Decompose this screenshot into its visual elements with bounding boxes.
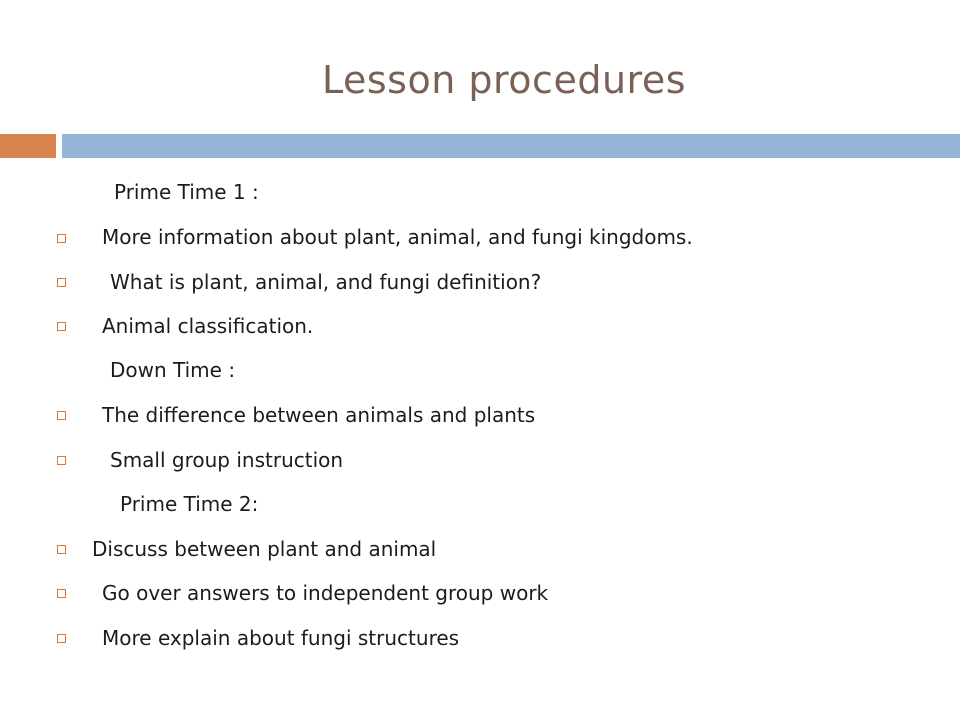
list-item: Small group instruction — [110, 448, 344, 472]
list-item: The difference between animals and plants — [102, 403, 536, 427]
square-bullet-icon — [57, 322, 66, 331]
square-bullet-icon — [57, 589, 66, 598]
list-item: Animal classification. — [102, 314, 314, 338]
list-item: Discuss between plant and animal — [92, 537, 437, 561]
square-bullet-icon — [57, 634, 66, 643]
list-item: More information about plant, animal, and fungi kingdoms. — [102, 225, 693, 249]
square-bullet-icon — [57, 234, 66, 243]
slide-title: Lesson procedures — [322, 58, 686, 102]
list-item: More explain about fungi structures — [102, 626, 460, 650]
section-heading: Down Time : — [110, 358, 236, 382]
section-heading: Prime Time 2: — [120, 492, 259, 516]
list-item: Go over answers to independent group work — [102, 581, 549, 605]
square-bullet-icon — [57, 411, 66, 420]
list-item: What is plant, animal, and fungi definition? — [110, 270, 542, 294]
square-bullet-icon — [57, 278, 66, 287]
square-bullet-icon — [57, 545, 66, 554]
section-heading: Prime Time 1 : — [114, 180, 259, 204]
square-bullet-icon — [57, 456, 66, 465]
